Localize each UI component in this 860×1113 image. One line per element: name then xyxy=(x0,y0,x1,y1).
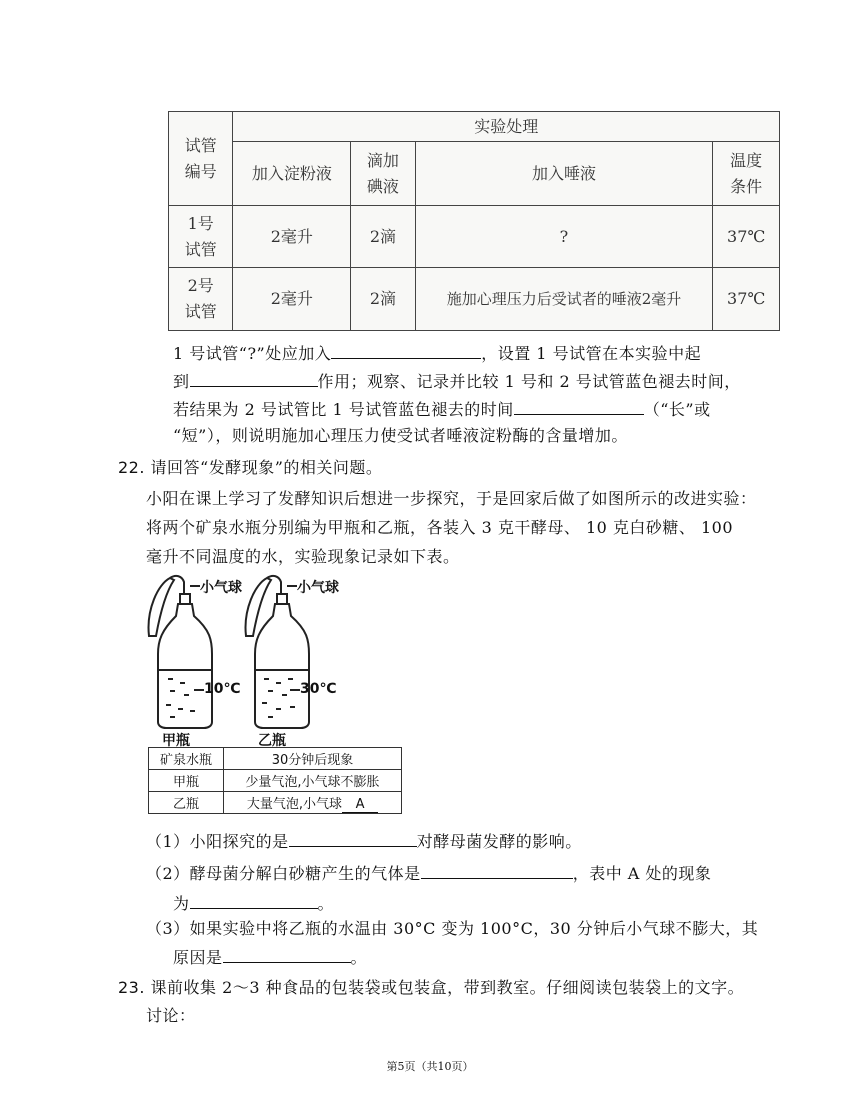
table-row xyxy=(169,206,780,268)
q22-paragraph-1: 小阳在课上学习了发酵知识后想进一步探究，于是回家后做了如图所示的改进实验： xyxy=(146,489,757,508)
bottle-label-yi: 乙瓶 xyxy=(258,733,286,749)
temperature-label-jia: 10℃ xyxy=(204,681,241,697)
results-table xyxy=(148,747,402,814)
page-footer: 第5页（共10页） xyxy=(386,1060,474,1073)
q22-paragraph-3: 毫升不同温度的水，实验现象记录如下表。 xyxy=(146,547,460,566)
saliva-cell: 施加心理压力后受试者的唾液2毫升 xyxy=(415,268,713,331)
header-tube-number: 试管 编号 xyxy=(169,112,233,206)
result-cell: 大量气泡,小气球 A xyxy=(224,792,402,814)
q23-discussion: 讨论： xyxy=(146,1006,196,1025)
question-title: 请回答“发酵现象”的相关问题。 xyxy=(150,458,383,477)
header-temperature: 温度 条件 xyxy=(713,142,780,206)
question-number: 23. xyxy=(118,978,145,997)
q22-sub-1: （1）小阳探究的是 对酵母菌发酵的影响。 xyxy=(146,832,582,851)
bottle-cell: 乙瓶 xyxy=(149,792,224,814)
header-starch: 加入淀粉液 xyxy=(233,142,351,206)
header-treatment: 实验处理 xyxy=(233,112,780,142)
bottle-diagram xyxy=(140,570,380,746)
answer-blank[interactable] xyxy=(190,892,318,909)
iodine-cell: 2滴 xyxy=(351,268,415,331)
answer-blank[interactable] xyxy=(223,946,351,963)
header-saliva: 加入唾液 xyxy=(415,142,713,206)
q22-heading xyxy=(118,458,382,478)
bottle-figure xyxy=(140,570,380,749)
experiment-table xyxy=(168,111,780,331)
q23-heading xyxy=(118,978,744,998)
temperature-cell: 37℃ xyxy=(713,268,780,331)
q22-sub-3-cont: 原因是 。 xyxy=(173,948,368,967)
result-cell: 少量气泡,小气球不膨胀 xyxy=(224,770,402,792)
balloon-label-jia: 小气球 xyxy=(200,580,242,596)
q21-line-3: 若结果为 2 号试管比 1 号试管蓝色褪去的时间 （“长”或 xyxy=(173,400,711,419)
bubbles-jia xyxy=(166,678,195,718)
tube-cell: 2号 试管 xyxy=(169,268,233,331)
temperature-label-yi: 30℃ xyxy=(300,681,337,697)
question-text: 课前收集 2～3 种食品的包装袋或包装盒，带到教室。仔细阅读包装袋上的文字。 xyxy=(150,978,745,997)
q22-sub-2-cont: 为 。 xyxy=(173,894,335,913)
saliva-cell: ? xyxy=(415,206,713,268)
bottle-cell: 甲瓶 xyxy=(149,770,224,792)
bubbles-yi xyxy=(262,678,295,718)
temperature-cell: 37℃ xyxy=(713,206,780,268)
table-row xyxy=(169,268,780,331)
blank-a: A xyxy=(342,797,378,813)
balloon-label-yi: 小气球 xyxy=(297,580,339,596)
bottle-label-jia: 甲瓶 xyxy=(162,733,190,749)
starch-cell: 2毫升 xyxy=(233,268,351,331)
q21-line-4: “短”），则说明施加心理压力使受试者唾液淀粉酶的含量增加。 xyxy=(173,426,628,445)
question-number: 22. xyxy=(118,458,145,477)
q21-line-2: 到 作用；观察、记录并比较 1 号和 2 号试管蓝色褪去时间， xyxy=(173,372,741,391)
q21-line-1: 1 号试管“?”处应加入 ，设置 1 号试管在本实验中起 xyxy=(173,344,702,363)
header-bottle: 矿泉水瓶 xyxy=(149,748,224,770)
q22-sub-3: （3）如果实验中将乙瓶的水温由 30°C 变为 100°C，30 分钟后小气球不膨大，其 xyxy=(146,919,759,938)
iodine-cell: 2滴 xyxy=(351,206,415,268)
answer-blank[interactable] xyxy=(421,862,573,879)
q22-sub-2: （2）酵母菌分解白砂糖产生的气体是 ，表中 A 处的现象 xyxy=(146,864,712,883)
starch-cell: 2毫升 xyxy=(233,206,351,268)
table-row xyxy=(149,770,402,792)
table-row xyxy=(149,792,402,814)
header-iodine: 滴加 碘液 xyxy=(351,142,415,206)
answer-blank[interactable] xyxy=(289,830,417,847)
bottle-yi-drawing xyxy=(246,576,309,728)
answer-blank[interactable] xyxy=(331,342,481,359)
tube-cell: 1号 试管 xyxy=(169,206,233,268)
bottle-jia-drawing xyxy=(149,576,212,728)
header-result: 30分钟后现象 xyxy=(224,748,402,770)
q22-paragraph-2: 将两个矿泉水瓶分别编为甲瓶和乙瓶，各装入 3 克干酵母、 10 克白砂糖、 100 xyxy=(146,518,734,537)
answer-blank[interactable] xyxy=(190,370,318,387)
answer-blank[interactable] xyxy=(514,398,644,415)
